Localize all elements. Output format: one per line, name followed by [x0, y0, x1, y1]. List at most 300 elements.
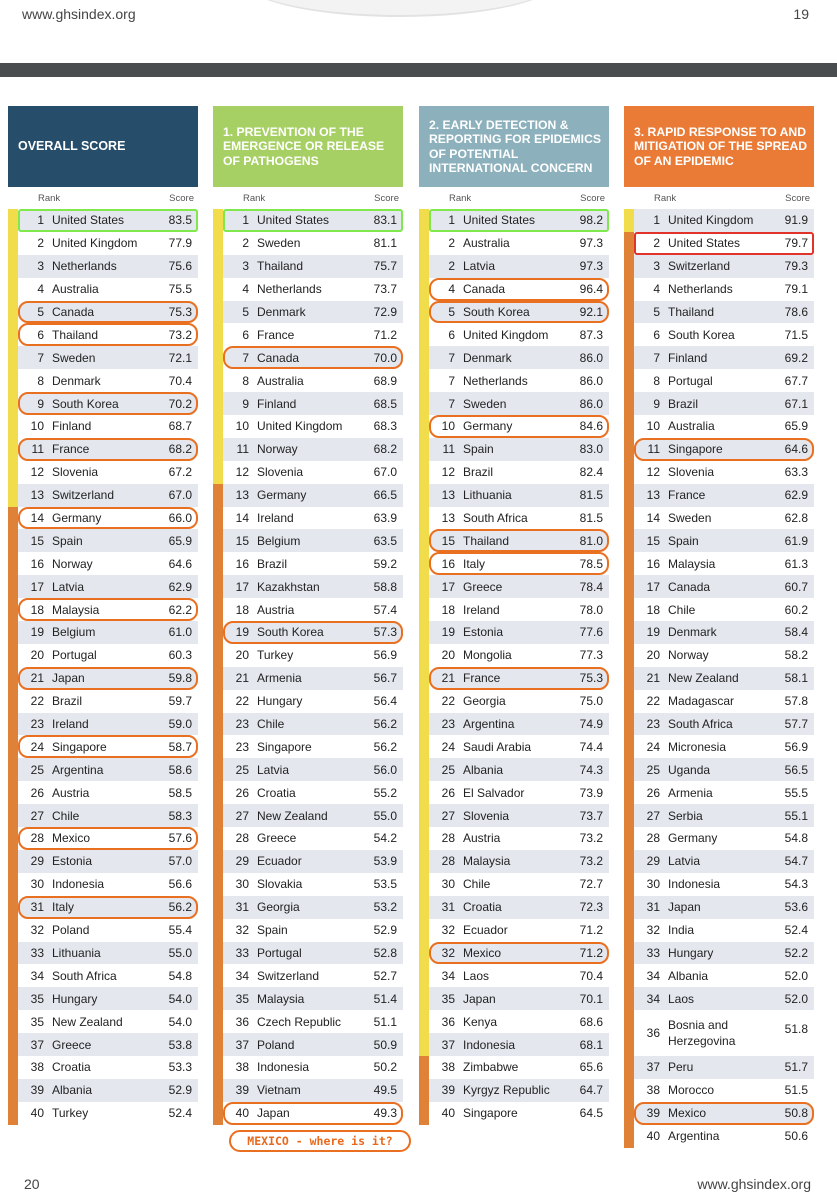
score-cell: 68.3 — [373, 419, 397, 434]
table-row — [8, 323, 198, 346]
table-row — [624, 415, 814, 438]
country-cell: South Korea — [257, 625, 324, 640]
score-cell: 54.0 — [168, 991, 192, 1006]
tier-bar — [419, 1079, 429, 1102]
table-row — [419, 369, 609, 392]
rank-cell: 28 — [441, 831, 455, 846]
score-cell: 52.2 — [784, 945, 808, 960]
table-row — [8, 1056, 198, 1079]
country-cell: Sweden — [668, 511, 712, 526]
country-cell: France — [257, 327, 295, 342]
rank-cell: 18 — [235, 602, 249, 617]
country-cell: Malaysia — [463, 854, 511, 869]
tier-bar — [419, 758, 429, 781]
rank-cell: 30 — [30, 877, 44, 892]
table-row — [419, 507, 609, 530]
tier-bar — [8, 850, 18, 873]
score-cell: 68.9 — [373, 373, 397, 388]
table-row — [419, 690, 609, 713]
rank-cell: 8 — [653, 373, 660, 388]
country-cell: South Africa — [52, 968, 117, 983]
rank-cell: 4 — [242, 282, 249, 297]
rank-cell: 40 — [441, 1106, 455, 1121]
score-cell: 75.3 — [168, 305, 192, 319]
table-row — [419, 1010, 609, 1033]
rank-cell: 18 — [646, 602, 660, 617]
table-row — [8, 758, 198, 781]
rank-label: Rank — [654, 192, 677, 204]
tier-bar — [419, 575, 429, 598]
table-row — [419, 644, 609, 667]
rank-cell: 28 — [646, 831, 660, 846]
score-cell: 63.9 — [373, 511, 397, 526]
tier-bar — [8, 301, 18, 324]
country-cell: Australia — [52, 282, 99, 297]
score-cell: 74.4 — [579, 739, 603, 754]
score-cell: 65.9 — [784, 419, 808, 434]
country-cell: Malaysia — [668, 556, 716, 571]
score-cell: 66.0 — [168, 511, 192, 526]
country-cell: Mexico — [668, 1106, 707, 1121]
country-cell: Chile — [463, 877, 491, 892]
tier-bar — [8, 529, 18, 552]
tier-bar — [419, 644, 429, 667]
country-cell: Switzerland — [668, 259, 731, 274]
rank-cell: 27 — [235, 808, 249, 823]
country-cell: Austria — [463, 831, 501, 846]
tier-bar — [213, 369, 223, 392]
table-row — [624, 690, 814, 713]
rank-cell: 9 — [242, 396, 249, 411]
rank-cell: 35 — [235, 991, 249, 1006]
score-cell: 86.0 — [579, 396, 603, 411]
tier-bar — [419, 598, 429, 621]
header-band — [0, 63, 837, 77]
rank-cell: 38 — [646, 1083, 660, 1098]
rank-cell: 11 — [442, 442, 455, 457]
country-cell: Canada — [668, 579, 711, 594]
rank-cell: 2 — [242, 236, 249, 251]
score-cell: 81.5 — [579, 511, 603, 526]
tier-bar — [624, 644, 634, 667]
table-row — [213, 1056, 403, 1079]
rank-cell: 1 — [242, 213, 249, 228]
tier-bar — [213, 964, 223, 987]
rank-cell: 25 — [646, 762, 660, 777]
score-cell: 78.5 — [579, 556, 603, 571]
score-cell: 68.5 — [373, 396, 397, 411]
score-cell: 57.7 — [784, 717, 808, 732]
rank-cell: 28 — [441, 854, 455, 869]
table-row — [419, 667, 609, 690]
country-cell: Madagascar — [668, 694, 735, 709]
table-row — [624, 301, 814, 324]
bottom-page-number: 20 — [24, 1176, 40, 1192]
score-cell: 52.0 — [784, 968, 808, 983]
tier-bar — [213, 232, 223, 255]
country-cell: Latvia — [668, 854, 701, 869]
table-row — [419, 758, 609, 781]
rank-cell: 13 — [30, 488, 44, 503]
tier-bar — [624, 575, 634, 598]
tier-bar — [213, 575, 223, 598]
table-row — [213, 827, 403, 850]
rank-cell: 30 — [235, 877, 249, 892]
tier-bar — [8, 964, 18, 987]
rank-cell: 22 — [441, 694, 455, 709]
rank-cell: 18 — [30, 602, 44, 617]
country-cell: Saudi Arabia — [463, 739, 532, 754]
rank-cell: 13 — [441, 511, 455, 526]
rank-cell: 19 — [30, 625, 44, 640]
table-row — [8, 369, 198, 392]
country-cell: South Korea — [52, 396, 119, 411]
table-row — [624, 369, 814, 392]
country-cell: Georgia — [463, 694, 506, 709]
country-cell: Vietnam — [257, 1083, 301, 1098]
tier-bar — [624, 552, 634, 575]
table-row — [624, 827, 814, 850]
score-cell: 52.7 — [373, 968, 397, 983]
tier-bar — [624, 301, 634, 324]
rank-cell: 19 — [235, 625, 249, 640]
tier-bar — [213, 1033, 223, 1056]
rank-cell: 28 — [235, 831, 249, 846]
table-row — [213, 1010, 403, 1033]
tier-bar — [213, 621, 223, 644]
tier-bar — [624, 529, 634, 552]
score-cell: 83.5 — [168, 213, 192, 228]
score-cell: 75.6 — [168, 259, 192, 274]
table-row — [213, 598, 403, 621]
table-row — [624, 209, 814, 232]
table-row — [8, 781, 198, 804]
country-cell: Armenia — [257, 671, 302, 686]
country-cell: Poland — [257, 1037, 295, 1052]
country-cell: Malaysia — [52, 602, 100, 617]
tier-bar — [624, 942, 634, 965]
country-cell: Argentina — [463, 717, 515, 732]
score-cell: 56.0 — [373, 762, 397, 777]
score-cell: 53.6 — [784, 900, 808, 915]
mexico-annotation: MEXICO - where is it? — [229, 1130, 411, 1152]
score-cell: 72.7 — [579, 877, 603, 892]
country-cell: Canada — [463, 282, 506, 297]
score-cell: 92.1 — [579, 305, 603, 319]
table-row — [419, 438, 609, 461]
score-cell: 57.3 — [373, 625, 397, 640]
score-cell: 72.9 — [373, 305, 397, 319]
score-cell: 59.0 — [168, 717, 192, 732]
tier-bar — [624, 415, 634, 438]
table-row — [419, 987, 609, 1010]
rank-cell: 22 — [30, 694, 44, 709]
column-title: OVERALL SCORE — [8, 106, 198, 187]
tier-bar — [419, 1102, 429, 1125]
tier-bar — [419, 369, 429, 392]
tier-bar — [419, 392, 429, 415]
tier-bar — [419, 1033, 429, 1056]
rank-cell: 22 — [646, 694, 660, 709]
score-cell: 56.5 — [784, 762, 808, 777]
country-cell: Malaysia — [257, 991, 305, 1006]
score-cell: 55.5 — [784, 785, 808, 800]
rank-cell: 7 — [448, 350, 455, 365]
table-row — [624, 346, 814, 369]
score-cell: 65.6 — [579, 1060, 603, 1075]
country-cell: Mongolia — [463, 648, 512, 663]
table-row — [213, 690, 403, 713]
rank-cell: 21 — [235, 671, 249, 686]
country-cell: Australia — [668, 419, 715, 434]
score-label: Score — [169, 192, 194, 204]
score-label: Score — [580, 192, 605, 204]
country-cell: Japan — [463, 991, 496, 1006]
country-cell: Latvia — [463, 259, 496, 274]
country-cell: Brazil — [668, 396, 699, 411]
country-cell: Morocco — [668, 1083, 715, 1098]
rank-cell: 14 — [235, 511, 249, 526]
tier-bar — [213, 415, 223, 438]
rank-cell: 35 — [30, 1014, 44, 1029]
table-row — [624, 484, 814, 507]
table-row — [624, 278, 814, 301]
column-prevention — [213, 106, 403, 1125]
rank-cell: 34 — [646, 991, 660, 1006]
country-cell: Thailand — [257, 259, 304, 274]
country-cell: Czech Republic — [257, 1014, 342, 1029]
table-row — [8, 552, 198, 575]
score-cell: 67.2 — [168, 465, 192, 480]
score-cell: 61.0 — [168, 625, 192, 640]
table-row — [213, 484, 403, 507]
rank-cell: 15 — [30, 533, 44, 548]
tier-bar — [624, 1079, 634, 1102]
country-cell: Ireland — [257, 511, 294, 526]
country-cell: Austria — [257, 602, 295, 617]
column-early-detection — [419, 106, 609, 1125]
table-row — [624, 804, 814, 827]
rank-cell: 8 — [242, 373, 249, 388]
country-cell: Lithuania — [463, 488, 512, 503]
country-cell: Chile — [52, 808, 80, 823]
score-cell: 62.2 — [168, 602, 192, 617]
country-cell: New Zealand — [257, 808, 328, 823]
country-cell: France — [52, 442, 90, 457]
country-cell: Micronesia — [668, 739, 727, 754]
table-row — [419, 850, 609, 873]
tier-bar — [8, 667, 18, 690]
tier-bar — [419, 1010, 429, 1033]
country-cell: Croatia — [463, 900, 502, 915]
rank-cell: 14 — [646, 511, 660, 526]
score-cell: 64.6 — [784, 442, 808, 457]
rank-cell: 26 — [235, 785, 249, 800]
table-row — [213, 942, 403, 965]
table-row — [8, 392, 198, 415]
score-cell: 67.0 — [168, 488, 192, 503]
tier-bar — [624, 667, 634, 690]
country-cell: Greece — [257, 831, 297, 846]
tier-bar — [624, 713, 634, 736]
score-cell: 53.9 — [373, 854, 397, 869]
table-row — [213, 896, 403, 919]
tier-bar — [8, 323, 18, 346]
score-cell: 58.6 — [168, 762, 192, 777]
table-row — [213, 987, 403, 1010]
country-cell: Hungary — [52, 991, 98, 1006]
tier-bar — [8, 369, 18, 392]
table-row — [419, 621, 609, 644]
score-cell: 56.2 — [373, 717, 397, 732]
country-cell: Japan — [668, 900, 701, 915]
rank-cell: 3 — [242, 259, 249, 274]
rank-cell: 38 — [30, 1060, 44, 1075]
score-cell: 91.9 — [784, 213, 808, 228]
table-row — [419, 713, 609, 736]
country-cell: Bosnia and Herzegovina — [668, 1018, 736, 1049]
score-cell: 55.2 — [373, 785, 397, 800]
country-cell: Canada — [257, 350, 300, 365]
rank-cell: 21 — [441, 671, 455, 686]
tier-bar — [419, 850, 429, 873]
country-cell: Netherlands — [463, 373, 528, 388]
table-row — [419, 1056, 609, 1079]
score-cell: 97.3 — [579, 236, 603, 251]
rank-cell: 4 — [653, 282, 660, 297]
score-cell: 78.4 — [579, 579, 603, 594]
score-cell: 75.0 — [579, 694, 603, 709]
country-cell: Lithuania — [52, 945, 101, 960]
tier-bar — [8, 919, 18, 942]
country-cell: United States — [52, 213, 125, 228]
country-cell: Greece — [52, 1037, 92, 1052]
tier-bar — [419, 301, 429, 324]
top-arc-decoration — [240, 0, 560, 17]
table-row — [419, 827, 609, 850]
rank-cell: 22 — [235, 694, 249, 709]
country-cell: Latvia — [52, 579, 85, 594]
rank-cell: 11 — [31, 442, 44, 457]
tier-bar — [213, 735, 223, 758]
table-row — [624, 1056, 814, 1079]
rank-cell: 9 — [37, 396, 44, 411]
rank-cell: 7 — [653, 350, 660, 365]
tier-bar — [213, 323, 223, 346]
column-title: 1. PREVENTION OF THE EMERGENCE OR RELEASE OF PATHOGENS — [213, 106, 403, 187]
country-cell: Netherlands — [257, 282, 322, 297]
tier-bar — [213, 690, 223, 713]
table-row — [624, 713, 814, 736]
score-cell: 49.3 — [373, 1106, 397, 1121]
tier-bar — [624, 369, 634, 392]
table-row — [624, 323, 814, 346]
rank-cell: 1 — [37, 213, 44, 228]
rank-cell: 23 — [235, 739, 249, 754]
country-cell: United Kingdom — [668, 213, 754, 228]
tier-bar — [624, 690, 634, 713]
country-cell: Australia — [463, 236, 510, 251]
table-row — [624, 529, 814, 552]
country-cell: Spain — [52, 533, 83, 548]
tier-bar — [213, 529, 223, 552]
score-cell: 84.6 — [579, 419, 603, 434]
table-row — [419, 255, 609, 278]
tier-bar — [213, 209, 223, 232]
score-cell: 56.9 — [373, 648, 397, 663]
tier-bar — [213, 392, 223, 415]
table-row — [624, 1010, 814, 1056]
tier-bar — [419, 346, 429, 369]
tier-bar — [8, 209, 18, 232]
country-cell: Uganda — [668, 762, 711, 777]
tier-bar — [213, 850, 223, 873]
score-cell: 50.2 — [373, 1060, 397, 1075]
tier-bar — [213, 896, 223, 919]
rank-label: Rank — [243, 192, 266, 204]
table-row — [213, 209, 403, 232]
rank-cell: 25 — [30, 762, 44, 777]
score-cell: 68.7 — [168, 419, 192, 434]
country-cell: Slovenia — [668, 465, 715, 480]
table-row — [213, 804, 403, 827]
tier-bar — [213, 1079, 223, 1102]
score-cell: 53.5 — [373, 877, 397, 892]
table-row — [8, 255, 198, 278]
country-cell: Italy — [463, 556, 486, 571]
table-row — [8, 1102, 198, 1125]
country-cell: Indonesia — [668, 877, 721, 892]
tier-bar — [8, 346, 18, 369]
tier-bar — [419, 461, 429, 484]
table-row — [213, 1033, 403, 1056]
score-cell: 72.3 — [579, 900, 603, 915]
country-cell: Turkey — [52, 1106, 89, 1121]
country-cell: Laos — [463, 968, 490, 983]
rank-cell: 15 — [646, 533, 660, 548]
tier-bar — [8, 598, 18, 621]
table-row — [213, 255, 403, 278]
table-row — [624, 964, 814, 987]
score-cell: 53.2 — [373, 900, 397, 915]
table-row — [8, 209, 198, 232]
table-row — [624, 507, 814, 530]
tier-bar — [624, 209, 634, 232]
tier-bar — [624, 598, 634, 621]
tier-bar — [624, 255, 634, 278]
country-cell: Brazil — [463, 465, 494, 480]
rank-cell: 39 — [30, 1083, 44, 1098]
score-cell: 67.7 — [784, 373, 808, 388]
tier-bar — [624, 323, 634, 346]
rank-cell: 32 — [646, 923, 660, 938]
table-row — [624, 873, 814, 896]
tier-bar — [213, 301, 223, 324]
country-cell: United Kingdom — [257, 419, 343, 434]
tier-bar — [624, 621, 634, 644]
country-cell: United Kingdom — [52, 236, 138, 251]
rank-cell: 33 — [646, 945, 660, 960]
country-cell: Slovenia — [463, 808, 510, 823]
score-cell: 75.3 — [579, 671, 603, 686]
rank-cell: 33 — [235, 945, 249, 960]
tier-bar — [419, 209, 429, 232]
table-row — [624, 758, 814, 781]
tier-bar — [624, 461, 634, 484]
score-cell: 51.5 — [784, 1083, 808, 1098]
country-cell: Norway — [668, 648, 709, 663]
country-cell: Denmark — [463, 350, 512, 365]
